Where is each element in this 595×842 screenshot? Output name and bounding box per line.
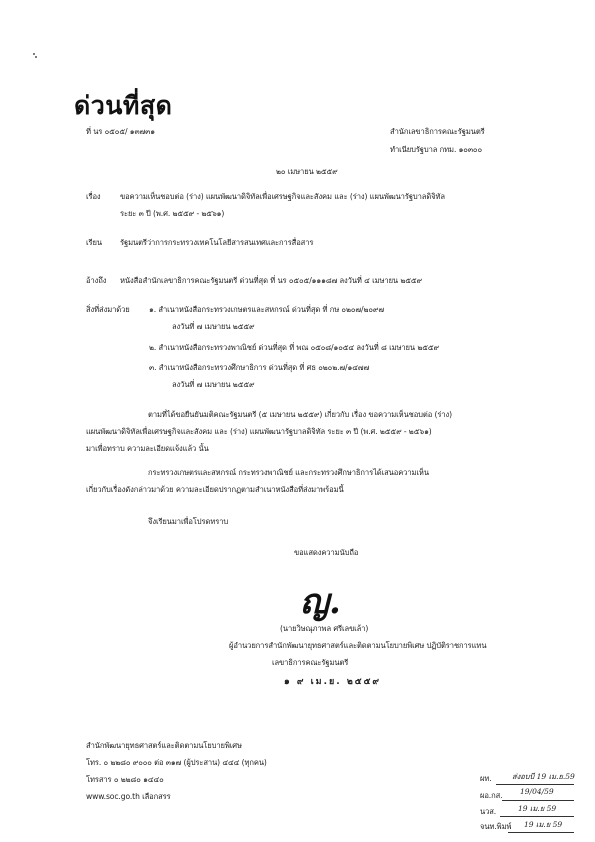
routing-line-3 bbox=[500, 816, 574, 817]
routing-line-2 bbox=[502, 800, 574, 801]
urgent-title: ด่วนที่สุด bbox=[74, 91, 173, 120]
enclosure-item-2: ๒. สำเนาหนังสือกระทรวงพาณิชย์ ด่วนที่สุด ที่ พณ ๐๕๐๘/๑๐๕๔ ลงวันที่ ๘ เมษายน ๒๕๕๙ bbox=[149, 343, 439, 352]
scan-speck bbox=[35, 56, 37, 58]
routing-label-1: ผท. bbox=[480, 774, 492, 783]
scan-speck bbox=[33, 53, 35, 55]
signatory-title-1: ผู้อำนวยการสำนักพัฒนายุทธศาสตร์และติดตามนโยบายพิเศษ ปฏิบัติราชการแทน bbox=[229, 641, 487, 650]
footer-department: สำนักพัฒนายุทธศาสตร์และติดตามนโยบายพิเศษ bbox=[86, 741, 242, 750]
routing-label-4: จนท.พิมพ์ bbox=[480, 822, 512, 831]
closing-request: จึงเรียนมาเพื่อโปรดทราบ bbox=[148, 517, 229, 526]
reference-text: หนังสือสำนักเลขาธิการคณะรัฐมนตรี ด่วนที่สุด ที่ นร ๐๕๐๕/๑๑๑๘๗ ลงวันที่ ๔ เมษายน ๒๕๕๙ bbox=[120, 276, 422, 285]
signatory-name: (นายวิษณุภาพล ศรีเลขเล้า) bbox=[280, 624, 369, 633]
enclosure-item-3-date: ลงวันที่ ๗ เมษายน ๒๕๕๙ bbox=[172, 380, 255, 389]
document-date: ๒๐ เมษายน ๒๕๕๙ bbox=[276, 167, 338, 176]
body-paragraph-2-line-1: กระทรวงเกษตรและสหกรณ์ กระทรวงพาณิชย์ และกระทรวงศึกษาธิการได้เสนอความเห็น bbox=[148, 468, 429, 477]
body-paragraph-1-line-3: มาเพื่อทราบ ความละเอียดแจ้งแล้ว นั้น bbox=[86, 444, 209, 453]
handwritten-signature: ญ. bbox=[300, 582, 341, 622]
recipient-text: รัฐมนตรีว่าการกระทรวงเทคโนโลยีสารสนเทศและการสื่อสาร bbox=[120, 238, 314, 247]
routing-note-2: 19/04/59 bbox=[520, 787, 554, 796]
enclosure-item-3: ๓. สำเนาหนังสือกระทรวงศึกษาธิการ ด่วนที่สุด ที่ ศธ ๐๒๐๒.๗/๑๔๗๗ bbox=[149, 363, 370, 372]
routing-line-1 bbox=[496, 784, 574, 785]
enclosure-item-1: ๑. สำเนาหนังสือกระทรวงเกษตรและสหกรณ์ ด่วนที่สุด ที่ กษ ๐๒๐๗/๒๐๙๗ bbox=[149, 305, 384, 314]
routing-label-3: นวส. bbox=[480, 807, 497, 816]
routing-line-4 bbox=[508, 832, 574, 833]
signatory-title-2: เลขาธิการคณะรัฐมนตรี bbox=[272, 658, 349, 667]
recipient-label: เรียน bbox=[86, 238, 102, 247]
subject-label: เรื่อง bbox=[86, 192, 101, 201]
complimentary-close: ขอแสดงความนับถือ bbox=[294, 548, 359, 557]
reference-label: อ้างถึง bbox=[86, 276, 107, 285]
body-paragraph-2-line-2: เกี่ยวกับเรื่องดังกล่าวมาด้วย ความละเอียดปรากฏตามสำเนาหนังสือที่ส่งมาพร้อมนี้ bbox=[86, 485, 344, 494]
footer-website: www.soc.go.th เลือกสรร bbox=[86, 792, 171, 801]
routing-note-4: 19 เม.ย 59 bbox=[524, 820, 563, 829]
routing-note-3: 19 เม.ย 59 bbox=[518, 804, 557, 813]
footer-fax: โทรสาร ๐ ๒๒๘๐ ๑๔๔๐ bbox=[86, 775, 164, 784]
subject-line-1: ขอความเห็นชอบต่อ (ร่าง) แผนพัฒนาดิจิทัลเพื่อเศรษฐกิจและสังคม และ (ร่าง) แผนพัฒนารัฐบาลดิจิทัล bbox=[120, 192, 445, 201]
enclosure-item-1-date: ลงวันที่ ๗ เมษายน ๒๕๕๙ bbox=[172, 322, 255, 331]
issuing-office: สำนักเลขาธิการคณะรัฐมนตรี bbox=[390, 127, 485, 136]
received-date-stamp: ๑ ๙ เม.ย. ๒๕๕๙ bbox=[284, 677, 381, 687]
office-address: ทำเนียบรัฐบาล กทม. ๑๐๓๐๐ bbox=[390, 145, 482, 154]
routing-label-2: ผอ.กส. bbox=[480, 791, 503, 800]
routing-note-1: ส่งอบบี 19 เม.ย.59 bbox=[512, 772, 575, 781]
footer-phone: โทร. ๐ ๒๒๘๐ ๙๐๐๐ ต่อ ๓๑๗ (ผู้ประสาน) ๔๔๔ (ทุกคน) bbox=[86, 758, 267, 767]
subject-line-2: ระยะ ๓ ปี (พ.ศ. ๒๕๕๙ - ๒๕๖๑) bbox=[120, 209, 225, 218]
body-paragraph-1-line-1: ตามที่ได้ขอยืนยันมติคณะรัฐมนตรี (๕ เมษายน ๒๕๕๙) เกี่ยวกับ เรื่อง ขอความเห็นชอบต่อ (ร่าง) bbox=[148, 410, 452, 419]
body-paragraph-1-line-2: แผนพัฒนาดิจิทัลเพื่อเศรษฐกิจและสังคม และ (ร่าง) แผนพัฒนารัฐบาลดิจิทัล ระยะ ๓ ปี (พ.ศ. ๒๕๕๙ - ๒๕๖๑) bbox=[86, 427, 432, 436]
enclosures-label: สิ่งที่ส่งมาด้วย bbox=[86, 305, 130, 314]
document-number: ที่ นร ๐๕๐๕/ ๑๓๗๓๑ bbox=[86, 127, 155, 136]
